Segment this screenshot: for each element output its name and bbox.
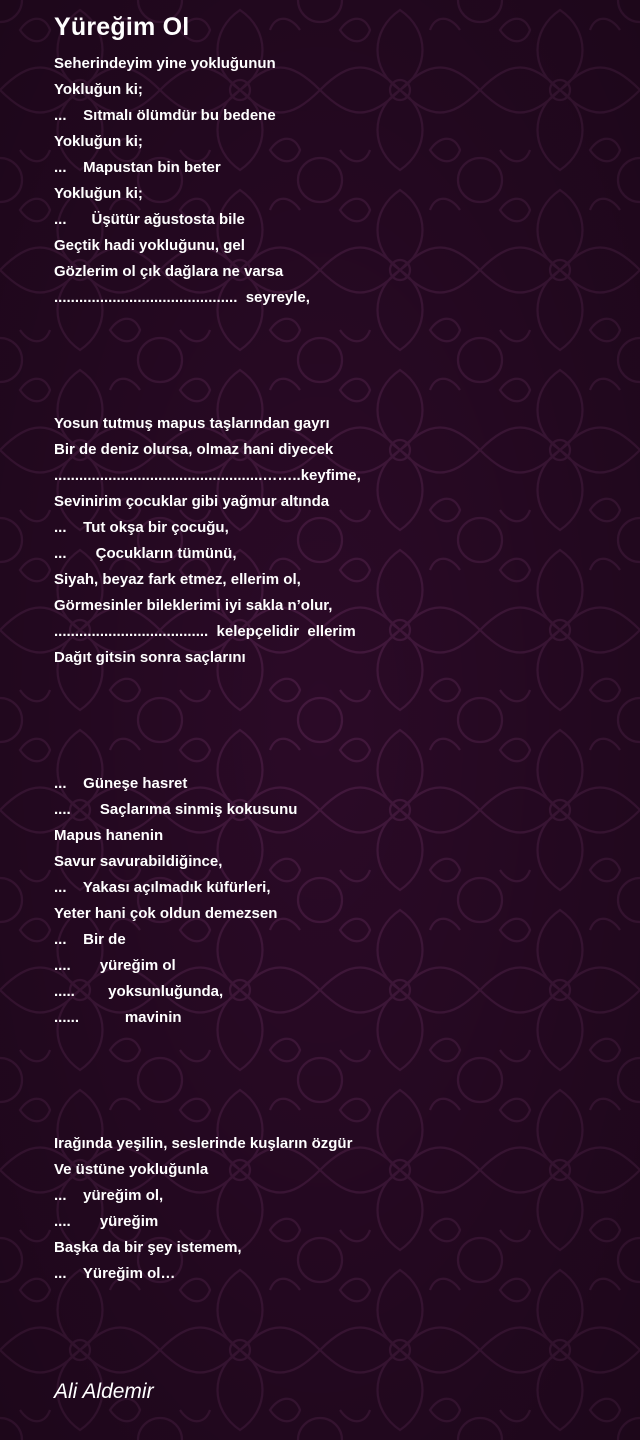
poem-line: Dağıt gitsin sonra saçlarını — [54, 649, 246, 666]
poem-line: ... Yakası açılmadık küfürleri, — [54, 879, 271, 896]
poem-line: ... Bir de — [54, 931, 126, 948]
poem-line: Başka da bir şey istemem, — [54, 1239, 242, 1256]
stanza-3 — [54, 771, 614, 1031]
poem-line: ..................................... kelepçelidir ellerim — [54, 623, 356, 640]
poem-line: .... yüreğim ol — [54, 957, 176, 974]
poem-line: ... Sıtmalı ölümdür bu bedene — [54, 107, 276, 124]
poem-line: Savur savurabildiğince, — [54, 853, 223, 870]
poem-line: Bir de deniz olursa, olmaz hani diyecek — [54, 441, 334, 458]
poem-line: .... yüreğim — [54, 1213, 159, 1230]
poem-author: Ali Aldemir — [54, 1380, 154, 1403]
poem-line: ... Çocukların tümünü, — [54, 545, 237, 562]
poem-line: Yeter hani çok oldun demezsen — [54, 905, 278, 922]
poem-line: ... Yüreğim ol… — [54, 1265, 176, 1282]
poem-line: ... Güneşe hasret — [54, 775, 188, 792]
poem-line: ... Tut okşa bir çocuğu, — [54, 519, 229, 536]
poem-line: Seherindeyim yine yokluğunun — [54, 55, 276, 72]
poem-line: Yokluğun ki; — [54, 81, 143, 98]
poem-line: Görmesinler bileklerimi iyi sakla n’olur, — [54, 597, 333, 614]
poem-line: Geçtik hadi yokluğunu, gel — [54, 237, 245, 254]
poem-line: Yokluğun ki; — [54, 185, 143, 202]
stanza-1 — [54, 51, 614, 311]
stanza-4 — [54, 1131, 614, 1287]
poem-line: Yosun tutmuş mapus taşlarından gayrı — [54, 415, 330, 432]
poem-line: ............................................ seyreyle, — [54, 289, 310, 306]
poem-line: Gözlerim ol çık dağlara ne varsa — [54, 263, 284, 280]
poem-line: ... Üşütür ağustosta bile — [54, 211, 245, 228]
poem-line: Siyah, beyaz fark etmez, ellerim ol, — [54, 571, 301, 588]
stanza-2 — [54, 411, 614, 671]
poem-line: ..................................................……..keyfime, — [54, 467, 361, 484]
poem-line: Irağında yeşilin, seslerinde kuşların özgür — [54, 1135, 353, 1152]
poem-line: Ve üstüne yokluğunla — [54, 1161, 209, 1178]
poem-line: Sevinirim çocuklar gibi yağmur altında — [54, 493, 330, 510]
poem-title: Yüreğim Ol — [54, 13, 190, 41]
poem-line: .... Saçlarıma sinmiş kokusunu — [54, 801, 298, 818]
poem-line: ... yüreğim ol, — [54, 1187, 164, 1204]
poem-line: ... Mapustan bin beter — [54, 159, 221, 176]
poem-line: Yokluğun ki; — [54, 133, 143, 150]
poem-line: Mapus hanenin — [54, 827, 164, 844]
poem-line: ..... yoksunluğunda, — [54, 983, 224, 1000]
poem-line: ...... mavinin — [54, 1009, 182, 1026]
